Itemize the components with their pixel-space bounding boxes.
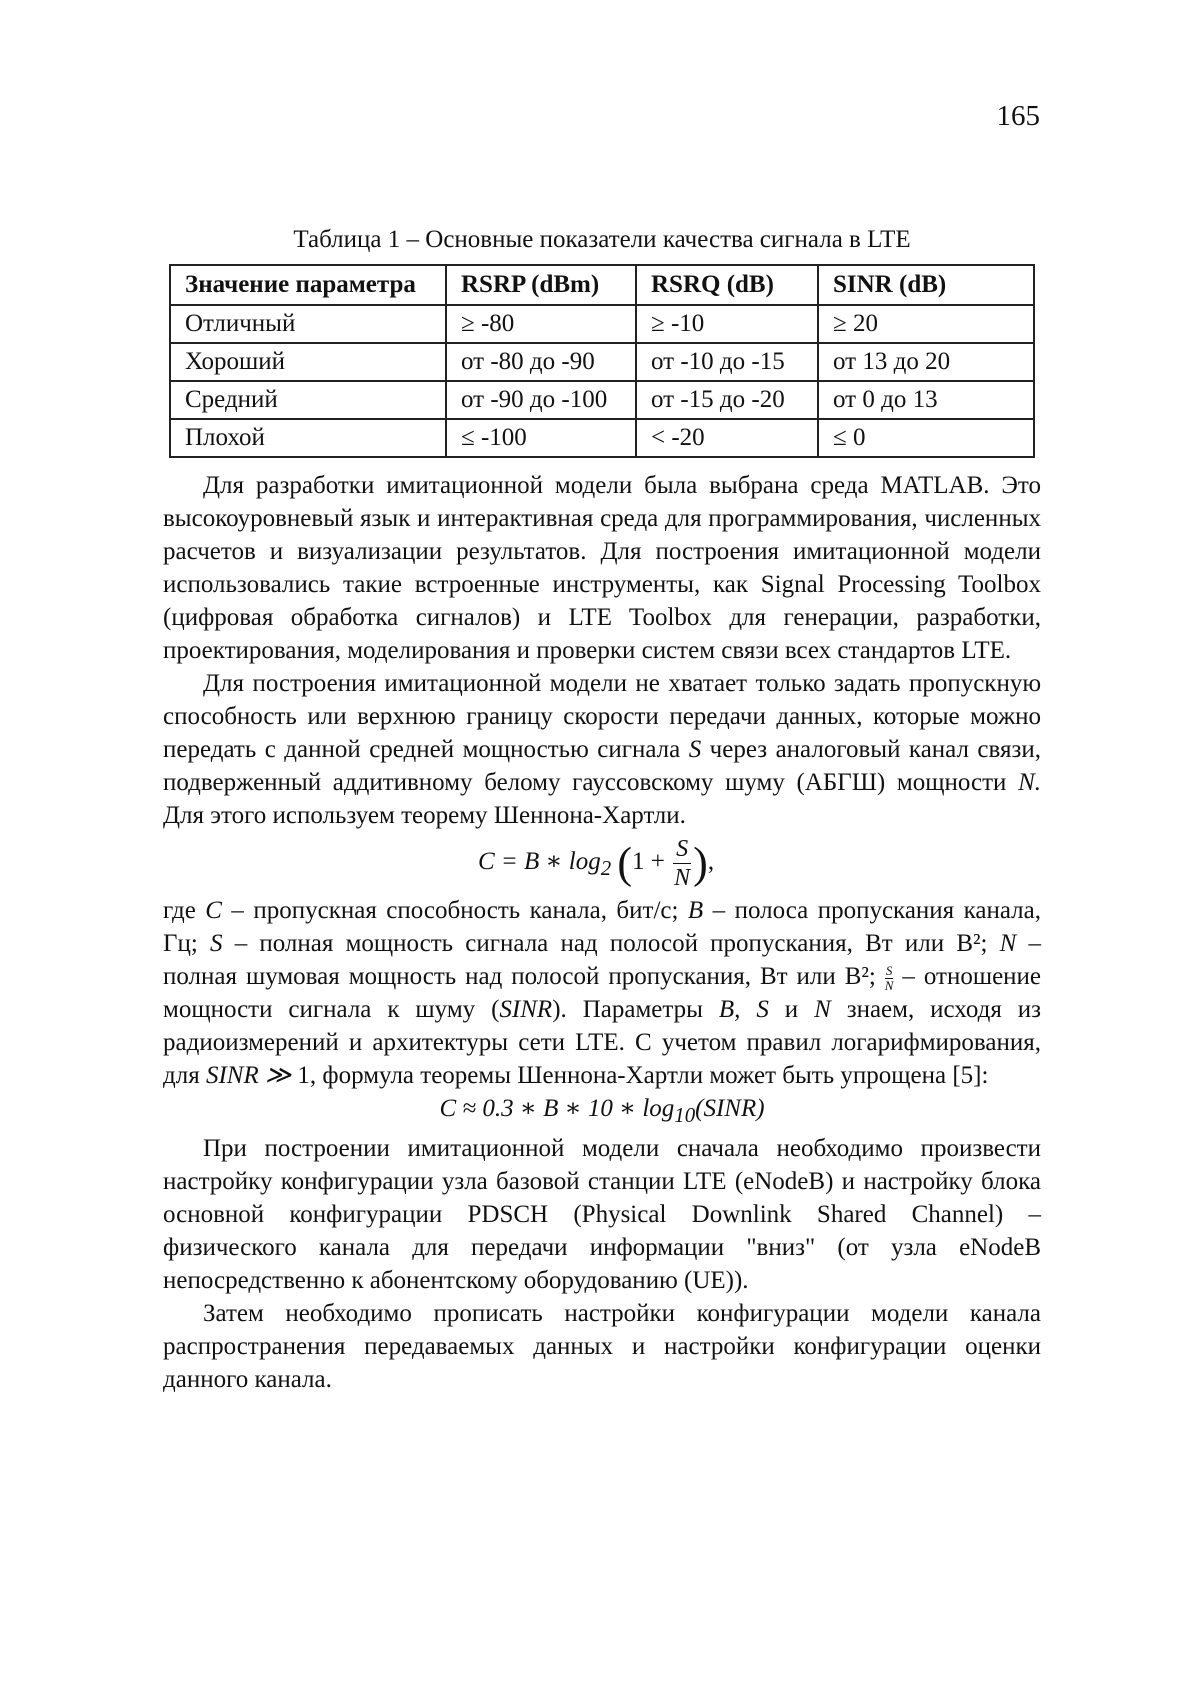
symbol-s: S [688,736,702,763]
table-cell: < -20 [636,419,818,457]
text-span: Для построения имитационной модели не хватает только задать пропускную способность или верхнюю границу скорости передачи данных, которые можно передать с данной средней мощностью сигнала [163,670,1041,763]
fraction-numerator: S [885,963,893,979]
simplified-formula [163,1092,1041,1132]
table-cell: Отличный [170,305,446,343]
column-header: RSRP (dBm) [446,265,636,305]
table-row [170,305,1034,343]
symbol-s: S [209,930,223,957]
symbol-b: B [687,897,704,924]
column-header: SINR (dB) [818,265,1034,305]
table-cell: Средний [170,381,446,419]
text-span: Для этого используем теорему Шеннона-Хартли. [163,802,686,829]
table-cell: от -10 до -15 [636,343,818,381]
text-span: 1, формула теоремы Шеннона-Хартли может быть упрощена [5]: [297,1062,989,1089]
formula-log-base: 10 [674,1103,696,1127]
symbol-sinr: SINR [499,996,553,1023]
text-span: ). Параметры [552,996,703,1023]
formula-lhs: C = B ∗ log [477,848,601,875]
table-row [170,419,1034,457]
table-header-row [170,265,1034,305]
formula-log-base: 2 [600,856,612,880]
formula-comma: , [707,848,715,875]
table-cell: ≥ -10 [636,305,818,343]
table-row [170,343,1034,381]
fraction-denominator: N [674,864,691,891]
symbol-n: N. [1018,769,1041,796]
table-row [170,381,1034,419]
column-header: Значение параметра [170,265,446,305]
table-cell: Хороший [170,343,446,381]
paragraph-shannon-intro [163,667,1041,832]
table-cell: ≥ 20 [818,305,1034,343]
formula-fraction [671,837,693,890]
text-span: через аналоговый канал связи, подверженный аддитивному белому гауссовскому шуму (АБГШ) мощности [163,736,1042,796]
fraction-denominator: N [884,977,894,993]
table-cell: от -80 до -90 [446,343,636,381]
text-span: – полная мощность сигнала над полосой пропускания, Вт или В²; [234,930,988,957]
text-span: – полная шумовая мощность над полосой пропускания, Вт или В²; [163,930,1042,990]
formula-main: C ≈ 0.3 ∗ B ∗ 10 ∗ log [439,1095,675,1122]
shannon-hartley-formula [163,834,1041,890]
formula-argument: (SINR) [695,1095,765,1122]
table-cell: Плохой [170,419,446,457]
text-span: – отношение мощности сигнала к шуму ( [163,963,1042,1023]
right-paren: ) [693,838,708,888]
paragraph-matlab: Для разработки имитационной модели была выбрана среда MATLAB. Это высокоуровневый язык и интерактивная среда для программирования, численных расчетов и визуализации результатов. Для построения имитационной модели использовались такие встроенные инструменты, как Signal Processing Toolbox (цифровая обработка сигналов) и LTE Toolbox для генерации, разработки, проектирования, моделирования и проверки систем связи всех стандартов LTE. [163,472,1041,664]
paragraph-channel-model: Затем необходимо прописать настройки конфигурации модели канала распространения передаваемых данных и настройки конфигурации оценки данного канала. [163,1300,1041,1393]
table-cell: ≥ -80 [446,305,636,343]
table-caption: Таблица 1 – Основные показатели качества сигнала в LTE [293,226,911,253]
formula-one-plus: 1 + [632,848,665,875]
table-cell: от -15 до -20 [636,381,818,419]
column-header: RSRQ (dB) [636,265,818,305]
paragraph-enodeb: При построении имитационной модели сначала необходимо произвести настройку конфигурации узла базовой станции LTE (eNodeB) и настройку блока основной конфигурации PDSCH (Physical Downlink Shared Channel) – физического канала для передачи информации "вниз" (от узла eNodeB непосредственно к абонентскому оборудованию (UE)). [163,1135,1041,1294]
left-paren: ( [617,838,633,888]
text-span: – полоса пропускания канала, Гц; [163,897,1041,957]
symbol-c: C [205,897,222,924]
fraction-numerator: S [673,837,691,864]
text-span: – пропускная способность канала, бит/с; [231,897,679,924]
table-cell: от -90 до -100 [446,381,636,419]
text-span: и [784,996,799,1023]
symbol-b: B, [718,996,741,1023]
page-number: 165 [996,100,1040,132]
table-cell: от 0 до 13 [818,381,1034,419]
text-span: где [163,897,196,924]
signal-quality-table [169,264,1035,458]
symbol-n: N [814,996,831,1023]
symbol-s: S [756,996,769,1023]
symbol-n: N [999,930,1017,957]
symbol-sinr: SINR ≫ [205,1062,292,1089]
table-cell: ≤ 0 [818,419,1034,457]
body-text [163,469,1041,1396]
table-cell: ≤ -100 [446,419,636,457]
inline-fraction [885,964,894,992]
paragraph-definitions [163,894,1041,1092]
table-cell: от 13 до 20 [818,343,1034,381]
text-span: знаем, исходя из радиоизмерений и архитектуры сети LTE. С учетом правил логарифмирования, для [163,996,1042,1089]
